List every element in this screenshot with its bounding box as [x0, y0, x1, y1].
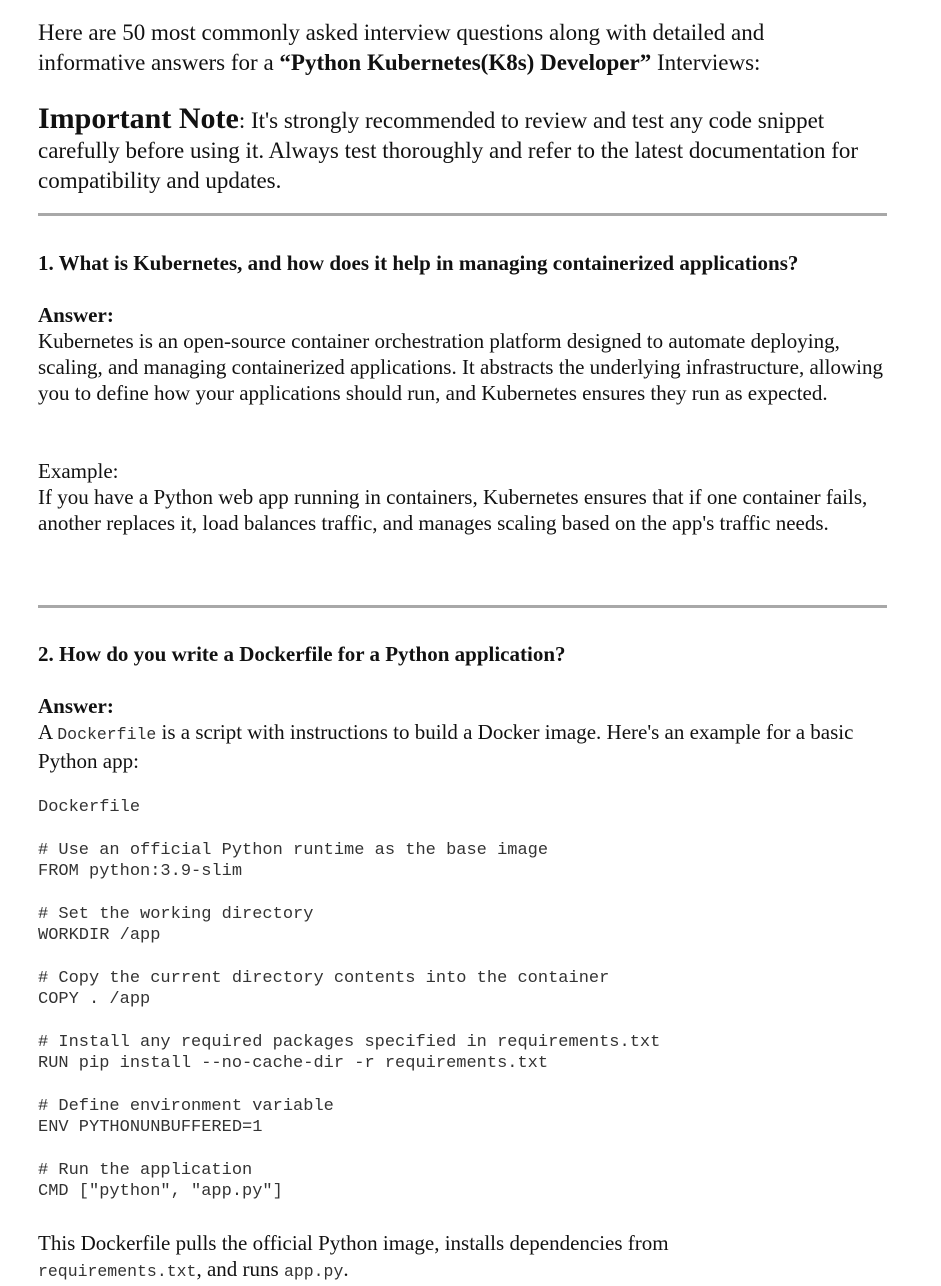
answer-1-text: Kubernetes is an open-source container orchestration platform designed to automate deploying, scaling, and managing containerized applications. It abstracts the underlying infrastructure, allowing you to define how your applications should run, and Kubernetes ensures they run as expected.	[38, 329, 883, 405]
intro-text: informative answers for a	[38, 50, 280, 75]
code-line: ENV PYTHONUNBUFFERED=1	[38, 1118, 263, 1137]
inline-code-dockerfile: Dockerfile	[57, 725, 157, 744]
example-1-text: If you have a Python web app running in containers, Kubernetes ensures that if one container fails, another replaces it, load balances traffic, and manages scaling based on the app's traffic needs.	[38, 485, 868, 535]
code-line: CMD ["python", "app.py"]	[38, 1182, 283, 1201]
intro-line-1: Here are 50 most commonly asked interview questions along with detailed and	[38, 20, 765, 45]
code-comment: # Define environment variable	[38, 1097, 334, 1116]
summary-text-end: .	[343, 1257, 349, 1281]
inline-code-requirements: requirements.txt	[38, 1262, 197, 1281]
inline-code-app: app.py	[283, 1262, 344, 1281]
question-1-title: 1. What is Kubernetes, and how does it help in managing containerized applications?	[38, 251, 799, 275]
code-line: COPY . /app	[38, 990, 151, 1009]
intro-paragraph	[38, 18, 898, 78]
answer-1-label: Answer:	[38, 303, 114, 327]
divider	[38, 213, 887, 216]
code-line: FROM python:3.9-slim	[38, 862, 243, 881]
important-note-label: Important Note	[38, 102, 239, 135]
code-label: Dockerfile	[38, 798, 141, 817]
intro-text-end: Interviews:	[651, 50, 761, 75]
summary-line-2	[38, 1256, 888, 1285]
answer-2-label: Answer:	[38, 694, 114, 718]
code-comment: # Use an official Python runtime as the base image	[38, 841, 549, 860]
divider	[38, 605, 887, 608]
code-comment: # Copy the current directory contents into the container	[38, 969, 610, 988]
summary-line-1: This Dockerfile pulls the official Python image, installs dependencies from	[38, 1231, 669, 1255]
code-line: RUN pip install --no-cache-dir -r requirements.txt	[38, 1054, 549, 1073]
summary-text	[38, 1230, 888, 1285]
code-comment: # Install any required packages specified in requirements.txt	[38, 1033, 661, 1052]
important-note-text: : It's strongly recommended to review and test any code snippet carefully before using it. Always test thoroughly and refer to the latest documentation for compatibility and updates.	[38, 108, 859, 193]
example-1-label: Example:	[38, 459, 119, 483]
code-comment: # Run the application	[38, 1161, 253, 1180]
question-2-title: 2. How do you write a Dockerfile for a Python application?	[38, 642, 566, 666]
code-comment: # Set the working directory	[38, 905, 314, 924]
answer-2-text	[38, 719, 888, 774]
intro-line-2	[38, 48, 898, 78]
answer-2-text-start: A	[38, 720, 58, 744]
code-line: WORKDIR /app	[38, 926, 161, 945]
important-note	[38, 104, 898, 196]
intro-role-title: “Python Kubernetes(K8s) Developer”	[279, 50, 652, 75]
summary-text-mid: , and runs	[196, 1257, 284, 1281]
answer-2-text-rest: is a script with instructions to build a Docker image. Here's an example for a basic Python app:	[38, 720, 854, 773]
